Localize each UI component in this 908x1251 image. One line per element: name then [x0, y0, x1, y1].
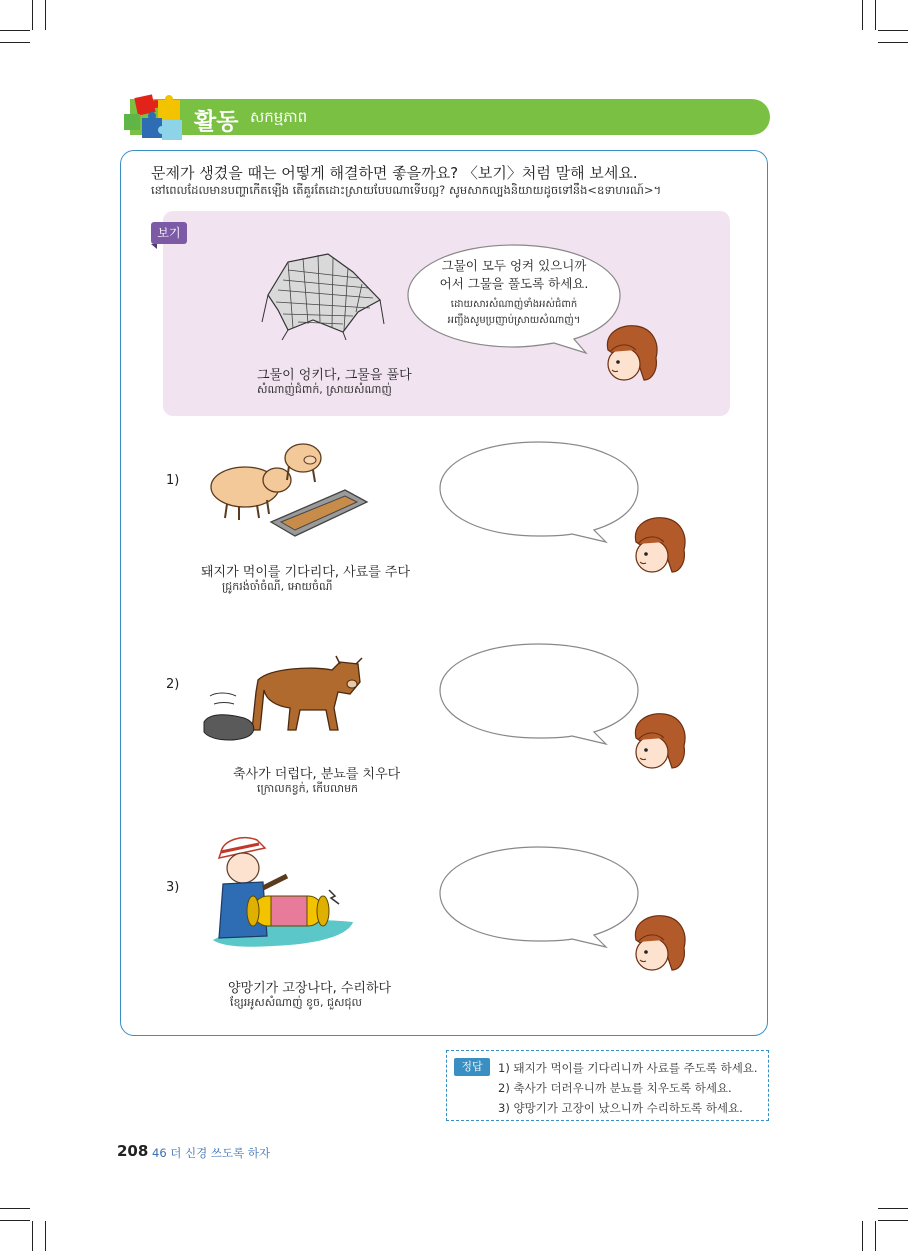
- item-number-1: 1): [166, 473, 180, 488]
- empty-speech-bubble-2[interactable]: [436, 642, 642, 746]
- fishing-net-illustration: [258, 250, 388, 340]
- item-number-2: 2): [166, 677, 180, 692]
- example-badge: 보기: [151, 222, 187, 244]
- crop-mark: [0, 42, 30, 43]
- example-bubble-khmer-line2: អញ្ជឹងសូមប្រញាប់ស្រាយសំណាញ់។: [447, 315, 581, 326]
- answer-badge: 정답: [454, 1058, 490, 1076]
- pigs-and-trough-illustration: [205, 432, 370, 547]
- example-caption-khmer: សំណាញ់ជំពាក់, ស្រាយសំណាញ់: [257, 383, 392, 396]
- item-number-3: 3): [166, 880, 180, 895]
- example-bubble-korean-line1: 그물이 모두 엉켜 있으니까: [441, 258, 587, 273]
- empty-speech-bubble-1[interactable]: [436, 440, 642, 544]
- crop-mark: [875, 0, 876, 30]
- item-3-caption-korean: 양망기가 고장나다, 수리하다: [228, 981, 392, 996]
- crop-mark: [32, 1221, 33, 1251]
- item-1-caption-korean: 돼지가 먹이를 기다리다, 사료를 주다: [201, 565, 411, 580]
- crop-mark: [878, 1220, 908, 1221]
- puzzle-icon: [118, 92, 188, 144]
- page-number: 208: [117, 1142, 149, 1160]
- activity-title: 활동: [194, 109, 239, 135]
- girl-face-illustration: [626, 912, 688, 974]
- crop-mark: [0, 1220, 30, 1221]
- answer-line-3: 3) 양망기가 고장이 났으니까 수리하도록 하세요.: [498, 1101, 743, 1115]
- question-korean: 문제가 생겼을 때는 어떻게 해결하면 좋을까요? 〈보기〉처럼 말해 보세요.: [151, 164, 638, 182]
- answer-line-2: 2) 축사가 더러우니까 분뇨를 치우도록 하세요.: [498, 1081, 732, 1095]
- girl-face-illustration: [598, 322, 660, 384]
- chapter-title: 46 더 신경 쓰도록 하자: [152, 1146, 271, 1160]
- item-2-caption-korean: 축사가 더럽다, 분뇨를 치우다: [233, 767, 401, 782]
- crop-mark: [862, 1221, 863, 1251]
- crop-mark: [32, 0, 33, 30]
- crop-mark: [878, 42, 908, 43]
- girl-face-illustration: [626, 514, 688, 576]
- crop-mark: [878, 30, 908, 31]
- crop-mark: [0, 30, 30, 31]
- crop-mark: [878, 1208, 908, 1209]
- activity-subtitle: សកម្មភាព: [250, 108, 308, 126]
- crop-mark: [45, 1221, 46, 1251]
- crop-mark: [45, 0, 46, 30]
- net-hauler-repair-illustration: [213, 832, 355, 947]
- item-3-caption-khmer: ខ្សែរអូសសំណាញ់ ខូច, ជួសជុល: [230, 996, 362, 1009]
- crop-mark: [0, 1208, 30, 1209]
- question-khmer: នៅពេលដែលមានបញ្ហាកើតឡើង តើគួរតែដោះស្រាយបែបណាទើបល្អ? សូមសាកល្បងនិយាយដូចទៅនឹង<ឧទាហរណ៍>។: [151, 183, 662, 197]
- answer-line-1: 1) 돼지가 먹이를 기다리니까 사료를 주도록 하세요.: [498, 1061, 758, 1075]
- example-caption-korean: 그물이 엉키다, 그물을 풀다: [257, 368, 412, 383]
- item-1-caption-khmer: ជ្រូករង់ចាំចំណី, អោយចំណី: [222, 580, 333, 593]
- example-bubble-korean-line2: 어서 그물을 풀도록 하세요.: [439, 276, 589, 291]
- crop-mark: [862, 0, 863, 30]
- empty-speech-bubble-3[interactable]: [436, 845, 642, 949]
- girl-face-illustration: [626, 710, 688, 772]
- cow-and-manure-illustration: [200, 652, 365, 744]
- example-bubble-khmer-line1: ដោយសារសំណាញ់ទាំងអស់ជំពាក់: [450, 299, 578, 310]
- crop-mark: [875, 1221, 876, 1251]
- item-2-caption-khmer: ក្រោលកខ្វក់, កើបលាមក: [257, 782, 359, 795]
